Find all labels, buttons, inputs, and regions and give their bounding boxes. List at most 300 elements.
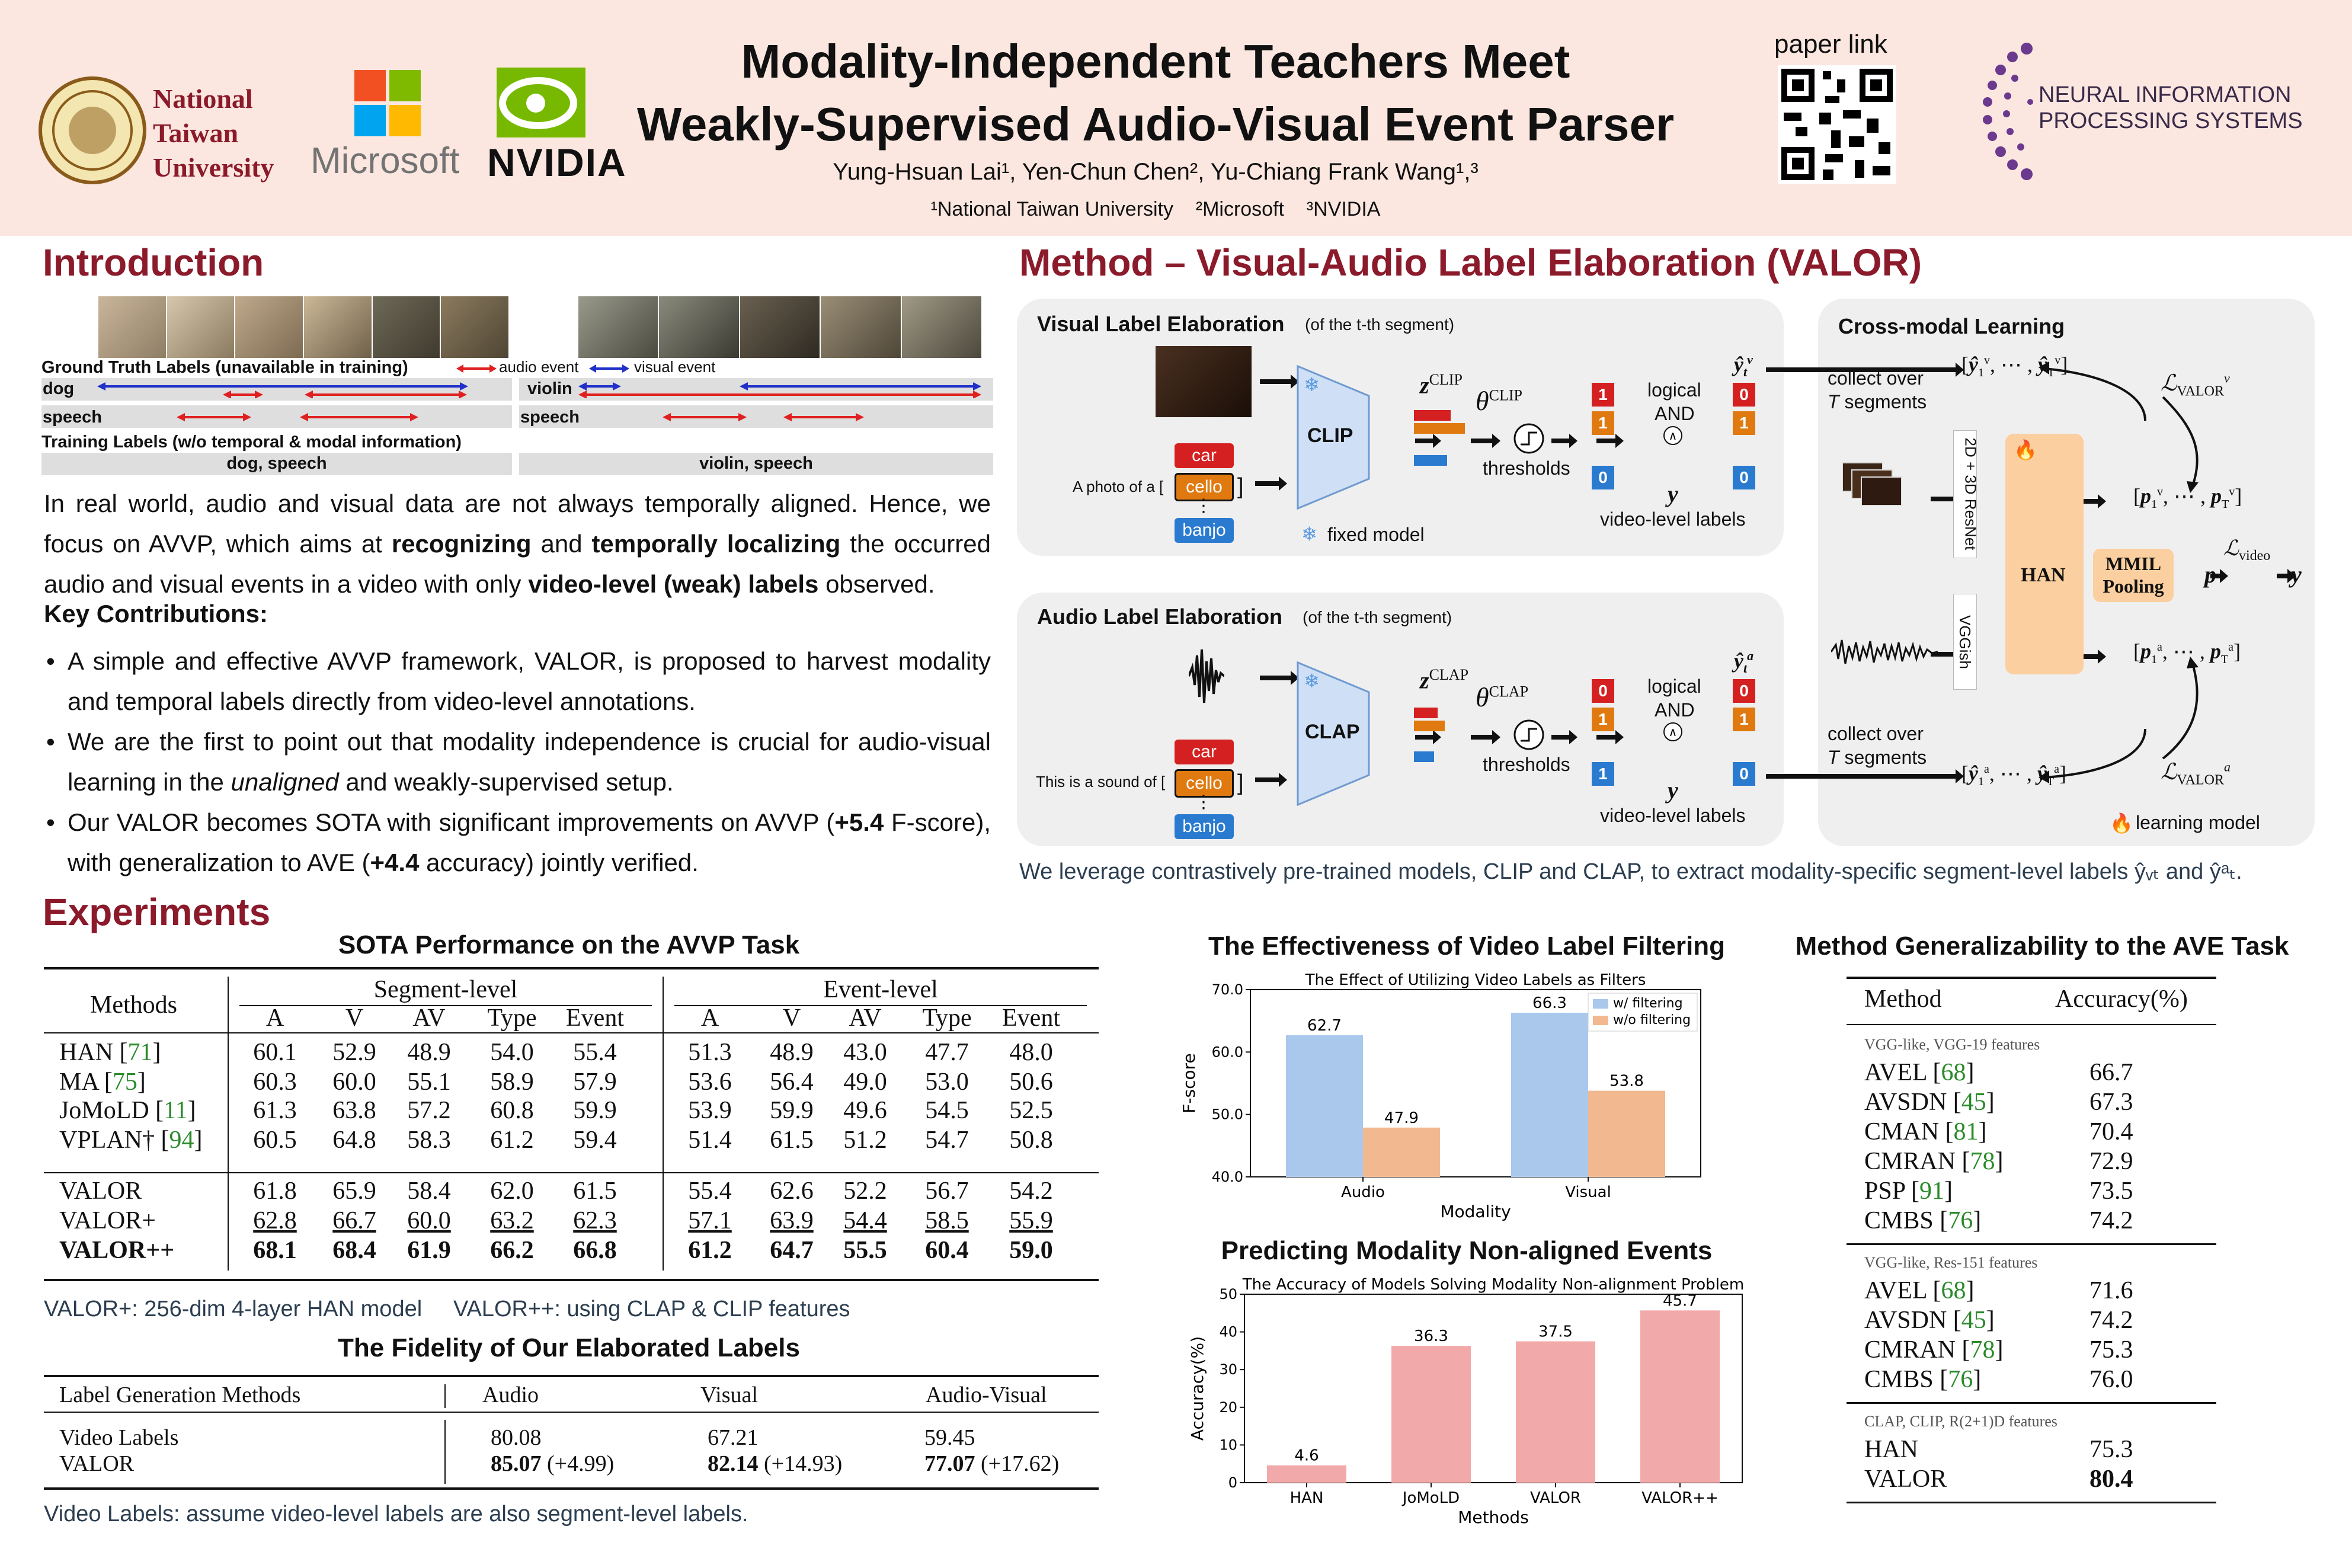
cell-2-2: 57.2 <box>407 1097 451 1124</box>
dog-video-frames <box>98 296 508 358</box>
fidelity-note: Video Labels: assume video-level labels are also segment-level labels. <box>44 1502 748 1527</box>
ale-subtitle: (of the t-th segment) <box>1303 608 1452 626</box>
snowflake-legend-icon: ❄ <box>1301 523 1317 545</box>
fid-hdr-audio: Audio <box>482 1383 539 1407</box>
fid-hdr-visual: Visual <box>700 1383 758 1407</box>
cell-1-5: 53.6 <box>688 1068 732 1096</box>
visual-event-legend: visual event <box>634 358 716 376</box>
cell-4-4: 61.5 <box>573 1177 617 1205</box>
cell-5-5: 57.1 <box>688 1207 732 1234</box>
learning-flame-icon: 🔥 <box>2110 812 2133 834</box>
yhat-a-banjo: 0 <box>1733 762 1755 786</box>
ave-row-accuracy: 74.2 <box>2089 1207 2133 1234</box>
contribution-1: A simple and effective AVVP framework, VALOR, is proposed to harvest modality and temporal labels directly from video-level annotations. <box>68 647 991 715</box>
video-level-label-1: video-level labels <box>1600 508 1746 530</box>
theta-out-banjo: 0 <box>1592 466 1614 489</box>
ave-row-method: CMBS [76] <box>1864 1207 1982 1234</box>
cell-5-7: 54.4 <box>843 1207 887 1234</box>
ave-group-ave_g3: CLAP, CLIP, R(2+1)D features <box>1864 1413 2057 1430</box>
fid-r1-method: Video Labels <box>59 1425 179 1450</box>
mmil-label: MMIL Pooling <box>2103 553 2164 597</box>
vlf-title: The Effectiveness of Video Label Filtering <box>1208 932 1726 961</box>
cell-6-3: 66.2 <box>490 1237 534 1264</box>
th-event-level: Event-level <box>823 976 938 1003</box>
bar-value-label: 47.9 <box>1384 1109 1419 1127</box>
audio-thresholds-label: thresholds <box>1483 754 1570 775</box>
yhat-a-cello: 1 <box>1733 708 1755 731</box>
ave-row-method: CMAN [81] <box>1864 1118 1987 1145</box>
bar-value-label: 36.3 <box>1414 1327 1448 1346</box>
p-symbol: p <box>2204 561 2216 588</box>
y-axis-label: F-score <box>1179 1053 1199 1113</box>
cell-1-9: 50.6 <box>1009 1068 1053 1096</box>
audio-snowflake-icon: ❄ <box>1304 670 1320 692</box>
flame-icon: 🔥 <box>2014 439 2037 460</box>
theta-a-out-car: 0 <box>1592 679 1614 703</box>
class-cello: cello <box>1175 473 1234 501</box>
cml-title: Cross-modal Learning <box>1838 314 2065 338</box>
audio-event-arrow-icon <box>456 363 497 375</box>
paper-link-label: paper link <box>1774 30 1887 59</box>
row-ref-1: 75 <box>112 1068 137 1096</box>
clap-label: CLAP <box>1305 721 1360 743</box>
chart-title: The Accuracy of Models Solving Modality Non-alignment Problem <box>1242 1276 1745 1294</box>
cell-6-0: 68.1 <box>253 1237 297 1264</box>
method-heading: Method – Visual-Audio Label Elaboration (VALOR) <box>1019 241 1922 284</box>
intro-heading: Introduction <box>43 241 264 284</box>
key-contributions-heading: Key Contributions: <box>44 600 268 628</box>
row-method-3: VPLAN† [94] <box>59 1127 203 1154</box>
cell-5-2: 60.0 <box>407 1207 451 1234</box>
legend-label: w/ filtering <box>1613 996 1683 1011</box>
loss-video: ℒ$_{video}$ <box>2223 536 2271 564</box>
theta-out-car: 1 <box>1592 383 1614 407</box>
ave-row-accuracy: 72.9 <box>2089 1148 2133 1175</box>
x-axis-label: Modality <box>1440 1202 1511 1221</box>
za-bar-cello <box>1414 721 1445 731</box>
sound-prompt: This is a sound of [ <box>1036 773 1166 791</box>
photo-prompt: A photo of a [ <box>1073 478 1164 495</box>
ave-row-method: VALOR <box>1864 1465 1947 1493</box>
row-method-0: HAN [71] <box>59 1039 161 1066</box>
theta-a-out-cello: 1 <box>1592 708 1614 731</box>
cell-5-1: 66.7 <box>332 1207 376 1234</box>
poster-title-line1: Modality-Independent Teachers Meet <box>741 35 1570 88</box>
row-method-2: JoMoLD [11] <box>59 1097 196 1124</box>
and-gate-icon <box>1663 425 1683 446</box>
violin-video-frames <box>578 296 981 358</box>
cell-0-9: 48.0 <box>1009 1039 1053 1066</box>
fid-r2-av-delta: (+17.62) <box>981 1451 1060 1476</box>
svg-text:∧: ∧ <box>1668 428 1678 443</box>
z-clap-symbol: $z^{CLAP}$ <box>1420 666 1469 694</box>
visual-event-arrow-icon <box>589 363 629 375</box>
cell-6-8: 60.4 <box>925 1237 969 1264</box>
qr-code-icon[interactable] <box>1778 65 1896 184</box>
cell-4-6: 62.6 <box>770 1177 814 1205</box>
cell-3-3: 61.2 <box>490 1127 534 1154</box>
za-bar-car <box>1414 708 1438 718</box>
bar <box>1511 1013 1588 1177</box>
bracket-close: ] <box>1237 474 1244 499</box>
ave-table <box>1847 977 2216 1534</box>
fidelity-table <box>44 1375 1099 1491</box>
gt-speech-right-arrows <box>578 409 993 425</box>
cell-1-4: 57.9 <box>573 1068 617 1096</box>
video-level-label-2: video-level labels <box>1600 805 1746 826</box>
yhat-v-symbol: $ŷ_t^v$ <box>1734 352 1753 380</box>
microsoft-logo-icon <box>354 70 421 136</box>
cell-2-8: 54.5 <box>925 1097 969 1124</box>
learning-model-label: learning model <box>2136 812 2260 833</box>
audio-and-gate-icon <box>1663 722 1683 742</box>
vle-title: Visual Label Elaboration <box>1037 312 1285 336</box>
x-tick-label: Visual <box>1565 1183 1611 1201</box>
gt-speech-left-arrows <box>97 409 512 425</box>
yhat-v-car: 0 <box>1733 383 1755 407</box>
cell-4-8: 56.7 <box>925 1177 969 1205</box>
y-tick-label: 50.0 <box>1211 1106 1243 1123</box>
fid-r1-audio: 80.08 <box>491 1425 542 1450</box>
nvidia-eye-icon <box>497 68 585 137</box>
collect-over-1: collect over <box>1828 367 1924 389</box>
svg-text:∧: ∧ <box>1668 725 1678 739</box>
x-tick-label: VALOR <box>1530 1489 1581 1507</box>
row-ref-2: 11 <box>164 1097 188 1124</box>
bar-value-label: 62.7 <box>1307 1016 1342 1035</box>
legend-swatch <box>1593 1016 1608 1025</box>
za-bar-banjo <box>1414 751 1434 762</box>
yhat-v-banjo: 0 <box>1733 466 1755 489</box>
gt-label: Ground Truth Labels (unavailable in training) <box>41 358 408 377</box>
z-clip-symbol: $z^{CLIP}$ <box>1420 371 1463 399</box>
x-tick-label: VALOR++ <box>1641 1489 1719 1507</box>
cell-3-7: 51.2 <box>843 1127 887 1154</box>
cell-3-8: 54.7 <box>925 1127 969 1154</box>
bar-value-label: 66.3 <box>1532 994 1567 1012</box>
cell-3-4: 59.4 <box>573 1127 617 1154</box>
collect-over-2: collect over <box>1828 723 1924 744</box>
row-ref-3: 94 <box>169 1127 194 1154</box>
y-tick-label: 10 <box>1219 1436 1237 1454</box>
cell-4-3: 62.0 <box>490 1177 534 1205</box>
yhat-v-seq: [$ŷ_1^v$, ⋯ , $ŷ_T^v$] <box>1961 353 2068 380</box>
cell-0-3: 54.0 <box>490 1039 534 1066</box>
th-col-1: V <box>345 1004 364 1032</box>
fid-r2-method: VALOR <box>59 1451 134 1476</box>
bar <box>1391 1346 1471 1483</box>
th-col-7: AV <box>849 1004 882 1032</box>
audio-vdots: ⋮ <box>1195 792 1212 812</box>
ave-row-method: AVEL [68] <box>1864 1277 1975 1304</box>
z-bar-cello <box>1414 423 1465 434</box>
fixed-model-label: fixed model <box>1327 524 1425 545</box>
th-col-6: V <box>782 1004 801 1032</box>
ave-group-ave_g1: VGG-like, VGG-19 features <box>1864 1036 2040 1053</box>
y-tick-label: 30 <box>1219 1361 1237 1378</box>
train-right-label: violin, speech <box>699 454 813 473</box>
cell-0-6: 48.9 <box>770 1039 814 1066</box>
method-caption: We leverage contrastively pre-trained models, CLIP and CLAP, to extract modality-specific segment-level labels ŷᵥₜ and ŷᵃₜ. <box>1019 859 2242 884</box>
cell-6-2: 61.9 <box>407 1237 451 1264</box>
th-col-3: Type <box>487 1004 537 1032</box>
fid-r1-av: 59.45 <box>924 1425 975 1450</box>
gt-row-speech-right-label: speech <box>520 408 580 427</box>
y-tick-label: 70.0 <box>1211 981 1243 998</box>
yhat-v-cello: 1 <box>1733 411 1755 435</box>
neurips-dots-icon <box>1973 37 2044 191</box>
snowflake-icon: ❄ <box>1304 374 1320 395</box>
z-bar-car <box>1414 410 1451 421</box>
th-col-9: Event <box>1002 1004 1060 1032</box>
cell-5-8: 58.5 <box>925 1207 969 1234</box>
ave-row-accuracy: 80.4 <box>2089 1465 2133 1493</box>
ave-title: Method Generalizability to the AVE Task <box>1795 932 2289 961</box>
theta-a-out-banjo: 1 <box>1592 762 1614 786</box>
cell-0-5: 51.3 <box>688 1039 732 1066</box>
ave-row-accuracy: 67.3 <box>2089 1089 2133 1116</box>
ave-row-method: CMBS [76] <box>1864 1366 1982 1393</box>
ave-hdr-accuracy: Accuracy(%) <box>2055 985 2188 1013</box>
p-a-seq: [$p_1^a$, ⋯ , $p_T^a$] <box>2133 639 2241 667</box>
han-label: HAN <box>2021 564 2066 586</box>
experiments-heading: Experiments <box>43 891 271 933</box>
gt-dog-arrows <box>97 382 512 398</box>
audio-waveform-icon <box>1189 644 1224 709</box>
cell-6-6: 64.7 <box>770 1237 814 1264</box>
ntu-seal-icon <box>38 76 147 185</box>
cell-3-1: 64.8 <box>332 1127 376 1154</box>
fid-hdr-av: Audio-Visual <box>926 1383 1047 1407</box>
cell-6-1: 68.4 <box>332 1237 376 1264</box>
cell-2-7: 49.6 <box>843 1097 887 1124</box>
audio-wave-strip-icon <box>1831 634 1938 670</box>
row-method-1: MA [75] <box>59 1068 146 1096</box>
fid-r2-av: 77.07 <box>924 1451 975 1476</box>
thresholds-label: thresholds <box>1483 457 1570 479</box>
row-ref-0: 71 <box>127 1039 153 1066</box>
ave-row-method: CMRAN [78] <box>1864 1336 2004 1364</box>
class-banjo: banjo <box>1175 518 1234 543</box>
z-bar-banjo <box>1414 455 1447 466</box>
bar-value-label: 37.5 <box>1538 1323 1573 1341</box>
p-v-seq: [$p_1^v$, ⋯ , $p_T^v$] <box>2133 484 2242 511</box>
ave-row-accuracy: 75.3 <box>2089 1336 2133 1364</box>
cell-2-0: 61.3 <box>253 1097 297 1124</box>
row-method-5: VALOR+ <box>59 1207 156 1234</box>
ave-row-method: AVSDN [45] <box>1864 1307 1995 1334</box>
vle-subtitle: (of the t-th segment) <box>1305 315 1455 334</box>
cml-y-symbol: y <box>2291 561 2302 588</box>
y-tick-label: 0 <box>1228 1474 1237 1491</box>
audio-y-symbol: y <box>1668 777 1678 804</box>
audio-bracket-close: ] <box>1237 770 1244 795</box>
cell-4-0: 61.8 <box>253 1177 297 1205</box>
legend-swatch <box>1593 999 1608 1009</box>
training-label: Training Labels (w/o temporal & modal information) <box>41 433 462 452</box>
row-method-6: VALOR++ <box>59 1237 175 1264</box>
bar <box>1516 1342 1595 1483</box>
cell-4-9: 54.2 <box>1009 1177 1053 1205</box>
ave-row-method: AVEL [68] <box>1864 1059 1975 1086</box>
audio-threshold-step-icon <box>1512 718 1545 751</box>
video-label-filtering-chart <box>1179 968 1713 1223</box>
row-method-4: VALOR <box>59 1177 142 1205</box>
microsoft-wordmark: Microsoft <box>311 140 460 181</box>
cell-2-5: 53.9 <box>688 1097 732 1124</box>
cell-3-2: 58.3 <box>407 1127 451 1154</box>
bar <box>1640 1310 1720 1483</box>
cell-0-1: 52.9 <box>332 1039 376 1066</box>
fid-hdr-method: Label Generation Methods <box>59 1383 301 1407</box>
ave-row-method: AVSDN [45] <box>1864 1089 1995 1116</box>
th-col-2: AV <box>412 1004 446 1032</box>
cell-1-1: 60.0 <box>332 1068 376 1096</box>
cell-1-6: 56.4 <box>770 1068 814 1096</box>
cell-0-8: 47.7 <box>925 1039 969 1066</box>
ave-row-accuracy: 70.4 <box>2089 1118 2133 1145</box>
cell-0-0: 60.1 <box>253 1039 297 1066</box>
cell-0-2: 48.9 <box>407 1039 451 1066</box>
cell-4-2: 58.4 <box>407 1177 451 1205</box>
audio-logical-label: logical <box>1647 676 1701 697</box>
cell-3-5: 51.4 <box>688 1127 732 1154</box>
th-col-8: Type <box>922 1004 972 1032</box>
cell-0-4: 55.4 <box>573 1039 617 1066</box>
collect-t-2: T segments <box>1828 747 1927 768</box>
cell-6-5: 61.2 <box>688 1237 732 1264</box>
audio-event-legend: audio event <box>499 358 579 376</box>
ave-row-method: HAN <box>1864 1436 1918 1463</box>
cell-3-6: 61.5 <box>770 1127 814 1154</box>
authors: Yung-Hsuan Lai¹, Yen-Chun Chen², Yu-Chiang Frank Wang¹,³ <box>833 159 1479 185</box>
ave-row-accuracy: 71.6 <box>2089 1277 2133 1304</box>
gt-row-speech-left-label: speech <box>43 408 102 427</box>
cell-2-1: 63.8 <box>332 1097 376 1124</box>
x-tick-label: JoMoLD <box>1402 1489 1460 1507</box>
th-col-5: A <box>700 1004 719 1032</box>
han-block <box>2005 434 2084 674</box>
cell-2-4: 59.9 <box>573 1097 617 1124</box>
bar-value-label: 4.6 <box>1294 1447 1319 1465</box>
gt-violin-arrows <box>578 382 993 398</box>
cell-4-5: 55.4 <box>688 1177 732 1205</box>
th-methods: Methods <box>90 991 177 1019</box>
x-axis-label: Methods <box>1458 1508 1529 1527</box>
train-left-label: dog, speech <box>226 454 327 473</box>
th-col-0: A <box>265 1004 284 1032</box>
vdots: ⋮ <box>1195 496 1212 516</box>
legend-label: w/o filtering <box>1613 1013 1691 1028</box>
fid-r2-audio: 85.07 <box>491 1451 542 1476</box>
gt-row-violin-label: violin <box>527 379 572 398</box>
bullet-3-icon: • <box>46 808 55 836</box>
contribution-2: We are the first to point out that modality independence is crucial for audio-visual learning in the unaligned and weakly-supervised setup. <box>68 728 991 796</box>
cell-2-3: 60.8 <box>490 1097 534 1124</box>
sota-table <box>44 967 1099 1281</box>
bar-value-label: 45.7 <box>1663 1292 1697 1310</box>
cell-5-0: 62.8 <box>253 1207 297 1234</box>
ave-row-method: CMRAN [78] <box>1864 1148 2004 1175</box>
bar-value-label: 53.8 <box>1609 1072 1644 1090</box>
yhat-a-seq: [$ŷ_1^a$, ⋯ , $ŷ_T^a$] <box>1961 761 2066 789</box>
audio-class-cello: cello <box>1175 769 1234 798</box>
cell-4-7: 52.2 <box>843 1177 887 1205</box>
vggish-label: VGGish <box>1956 615 1975 670</box>
fid-r2-visual: 82.14 <box>708 1451 759 1476</box>
theta-out-cello: 1 <box>1592 411 1614 435</box>
nvidia-wordmark: NVIDIA <box>487 140 627 184</box>
chart-title: The Effect of Utilizing Video Labels as Filters <box>1305 971 1646 989</box>
cell-1-2: 55.1 <box>407 1068 451 1096</box>
yhat-a-car: 0 <box>1733 679 1755 703</box>
theta-clip-symbol: $\theta^{CLIP}$ <box>1476 386 1522 416</box>
cell-1-0: 60.3 <box>253 1068 297 1096</box>
cell-5-9: 55.9 <box>1009 1207 1053 1234</box>
frame-stack-3 <box>1861 476 1902 506</box>
audio-class-banjo: banjo <box>1175 814 1234 839</box>
gt-row-dog-label: dog <box>43 379 75 398</box>
poster-title-line2: Weakly-Supervised Audio-Visual Event Parser <box>636 98 1675 151</box>
ave-row-method: PSP [91] <box>1864 1177 1953 1205</box>
cell-5-3: 63.2 <box>490 1207 534 1234</box>
ave-row-accuracy: 74.2 <box>2089 1307 2133 1334</box>
y-axis-label: Accuracy(%) <box>1188 1336 1207 1441</box>
th-col-4: Event <box>566 1004 624 1032</box>
bullet-1-icon: • <box>46 647 55 675</box>
cell-1-8: 53.0 <box>925 1068 969 1096</box>
theta-clap-symbol: $\theta^{CLAP}$ <box>1476 682 1529 712</box>
contribution-3: Our VALOR becomes SOTA with significant improvements on AVVP (+5.4 F-score), with generalization to AVE (+4.4 accuracy) jointly verified. <box>68 808 991 876</box>
cell-4-1: 65.9 <box>332 1177 376 1205</box>
ale-title: Audio Label Elaboration <box>1037 604 1283 629</box>
cell-6-9: 59.0 <box>1009 1237 1053 1264</box>
cell-6-4: 66.8 <box>573 1237 617 1264</box>
cell-3-0: 60.5 <box>253 1127 297 1154</box>
sota-title: SOTA Performance on the AVVP Task <box>338 930 800 959</box>
y-tick-label: 40.0 <box>1211 1169 1243 1185</box>
ave-row-accuracy: 66.7 <box>2089 1059 2133 1086</box>
yhat-a-symbol: $ŷ_t^a$ <box>1734 648 1754 676</box>
cell-0-7: 43.0 <box>843 1039 887 1066</box>
resnet-label: 2D + 3D ResNet <box>1961 437 1980 551</box>
fid-r1-visual: 67.21 <box>708 1425 759 1450</box>
audio-and-label: AND <box>1655 699 1695 721</box>
fid-r2-visual-delta: (+14.93) <box>764 1451 843 1476</box>
y-tick-label: 50 <box>1219 1286 1237 1303</box>
x-tick-label: Audio <box>1341 1183 1385 1201</box>
affiliations: ¹National Taiwan University ²Microsoft ³NVIDIA <box>930 198 1381 220</box>
th-segment-level: Segment-level <box>373 976 518 1003</box>
ave-row-accuracy: 73.5 <box>2089 1177 2133 1205</box>
cell-5-6: 63.9 <box>770 1207 814 1234</box>
neurips-wordmark: NEURAL INFORMATION PROCESSING SYSTEMS <box>2039 82 2303 133</box>
logical-label: logical <box>1647 379 1701 401</box>
cell-6-7: 55.5 <box>843 1237 887 1264</box>
clip-label: CLIP <box>1307 424 1353 447</box>
bar <box>1267 1465 1346 1483</box>
intro-paragraph: In real world, audio and visual data are not always temporally aligned. Hence, we focus on AVVP, which aims at recognizing and temporally localizing the occurred audio and visual events in a video with only video-level (weak) labels observed. <box>44 489 991 598</box>
non-aligned-events-chart <box>1185 1274 1754 1529</box>
ave-row-accuracy: 75.3 <box>2089 1436 2133 1463</box>
cell-5-4: 62.3 <box>573 1207 617 1234</box>
cell-2-9: 52.5 <box>1009 1097 1053 1124</box>
cell-3-9: 50.8 <box>1009 1127 1053 1154</box>
cell-2-6: 59.9 <box>770 1097 814 1124</box>
y-symbol: y <box>1668 481 1678 507</box>
ave-row-accuracy: 76.0 <box>2089 1366 2133 1393</box>
bullet-2-icon: • <box>46 728 55 756</box>
